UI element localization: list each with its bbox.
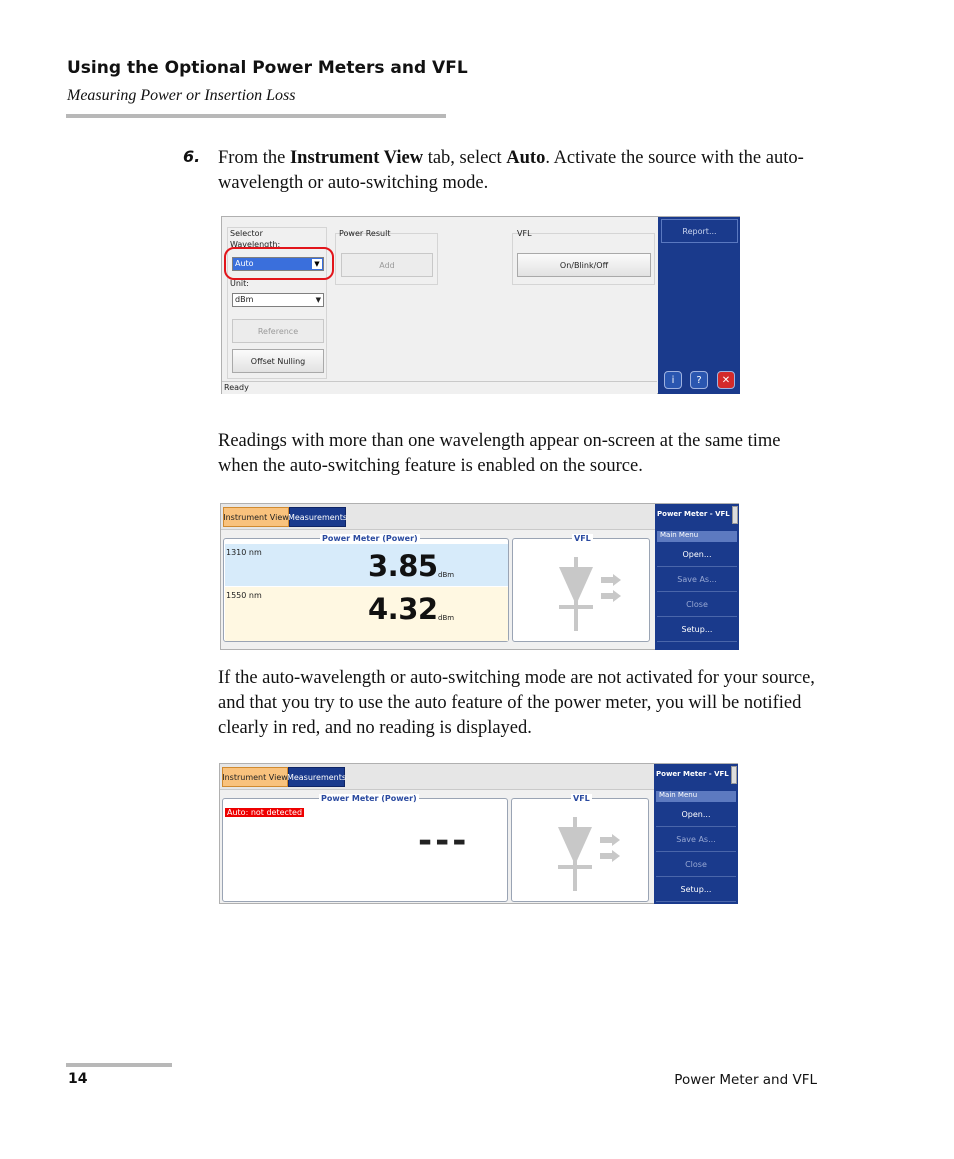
tab-instrument-view[interactable]: Instrument View [223,507,289,527]
sidebar [654,764,738,904]
tab-instrument-view[interactable]: Instrument View [222,767,288,787]
screenshot-selector-panel [221,216,740,394]
unit-label: Unit: [230,279,249,288]
unit-select[interactable]: dBm ▼ [232,293,324,307]
status-text: Ready [224,383,249,392]
power-meter-panel [223,538,509,642]
power-meter-panel [222,798,508,902]
tab-bar [220,764,654,790]
menu-close[interactable]: Close [657,593,737,617]
power-meter-legend: Power Meter (Power) [321,794,417,803]
sidebar-title: Power Meter - VFL [656,770,729,778]
chevron-down-icon: ▼ [315,296,321,304]
wavelength-label: Wavelength: [230,240,281,249]
wavelength-select[interactable]: Auto ▼ [232,257,324,271]
step-number: 6. [183,147,201,166]
power-value-1550: 4.32 [368,592,438,626]
power-value-1310: 3.85 [368,549,438,583]
screenshot-dual-readings [220,503,739,650]
menu-open[interactable]: Open... [657,543,737,567]
vfl-label: VFL [517,229,532,238]
menu-setup[interactable]: Setup... [656,878,736,902]
unit-1310: dBm [438,571,455,579]
header-rule [66,114,446,118]
vfl-on-blink-off-button[interactable]: On/Blink/Off [517,253,651,277]
info-icon[interactable]: i [664,371,682,389]
wavelength-1310: 1310 nm [226,548,262,557]
tab-measurements[interactable]: Measurements [289,507,346,527]
chapter-title: Using the Optional Power Meters and VFL [67,58,468,78]
screenshot-auto-not-detected [219,763,738,904]
close-icon[interactable]: ✕ [717,371,735,389]
auto-not-detected-error: Auto: not detected [227,808,303,817]
reference-button[interactable]: Reference [232,319,324,343]
battery-icon [731,766,737,784]
menu-setup[interactable]: Setup... [657,618,737,642]
main-menu-label: Main Menu [657,531,737,542]
menu-open[interactable]: Open... [656,803,736,827]
sidebar [658,217,740,394]
footer-title: Power Meter and VFL [674,1072,817,1088]
menu-close[interactable]: Close [656,853,736,877]
paragraph-not-detected: If the auto-wavelength or auto-switching mode are not activated for your source, and that you try to use the auto feature of the power meter, you will be notified clearly in red, and no reading is displayed. [218,668,815,738]
add-button[interactable]: Add [341,253,433,277]
page-number: 14 [68,1071,88,1087]
power-meter-legend: Power Meter (Power) [322,534,418,543]
auto-ref: Auto [506,148,546,168]
unit-1550: dBm [438,614,455,622]
chevron-down-icon: ▼ [312,259,322,269]
paragraph-auto-switching: Readings with more than one wavelength appear on-screen at the same time when the auto-switching feature is enabled on the source. [218,431,781,476]
offset-nulling-button[interactable]: Offset Nulling [232,349,324,373]
step-text: From the Instrument View tab, select Auto. Activate the source with the auto-wavelength or auto-switching mode. [218,148,804,193]
sidebar-title: Power Meter - VFL [657,510,730,518]
wavelength-1550: 1550 nm [226,591,262,600]
tab-measurements[interactable]: Measurements [288,767,345,787]
selector-label: Selector [230,229,263,238]
status-bar [222,381,657,394]
tab-bar [221,504,655,530]
help-icon[interactable]: ? [690,371,708,389]
battery-icon [732,506,738,524]
menu-save-as[interactable]: Save As... [657,568,737,592]
reading-row-1550 [225,587,508,641]
report-button[interactable]: Report... [661,219,738,243]
vfl-legend: VFL [574,534,591,543]
reading-row-1310 [225,544,508,586]
main-menu-label: Main Menu [656,791,736,802]
vfl-panel [512,538,650,642]
menu-save-as[interactable]: Save As... [656,828,736,852]
vfl-legend: VFL [573,794,590,803]
sidebar [655,504,739,650]
power-result-label: Power Result [339,229,391,238]
vfl-diode-icon [549,557,625,631]
vfl-panel [511,798,649,902]
highlight-circle [224,247,334,280]
no-reading-placeholder: --- [418,821,470,861]
footer-rule [66,1063,172,1067]
vfl-diode-icon [548,817,624,891]
instrument-view-ref: Instrument View [289,148,424,168]
section-subtitle: Measuring Power or Insertion Loss [67,87,296,104]
